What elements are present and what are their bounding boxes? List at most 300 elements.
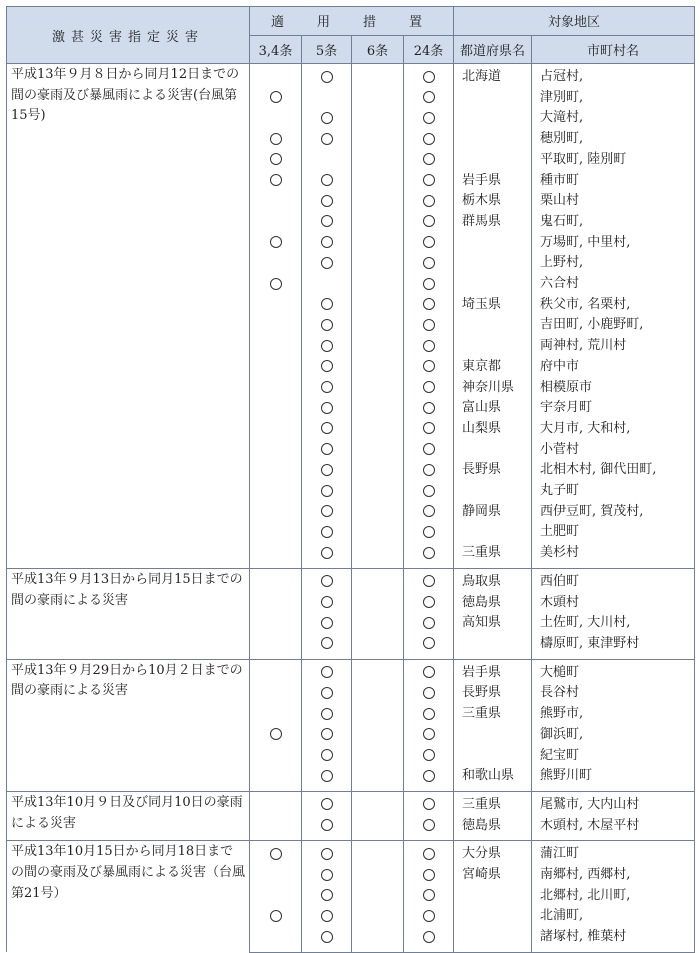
applied-mark-icon (321, 381, 333, 393)
measure-cell (404, 502, 454, 523)
prefecture-cell (454, 906, 532, 927)
prefecture-cell (454, 440, 532, 461)
measure-cell (302, 613, 352, 634)
measure-cell (352, 725, 404, 746)
applied-mark-icon (321, 464, 333, 476)
measure-cell (250, 315, 302, 336)
municipality-cell: 熊野川町 (532, 766, 695, 791)
header-area: 対象地区 (454, 7, 695, 36)
prefecture-cell: 岩手県 (454, 171, 532, 192)
applied-mark-icon (321, 798, 333, 810)
prefecture-cell (454, 233, 532, 254)
prefecture-cell: 栃木県 (454, 191, 532, 212)
measure-cell (352, 791, 404, 815)
applied-mark-icon (423, 526, 435, 538)
applied-mark-icon (321, 298, 333, 310)
applied-mark-icon (423, 819, 435, 831)
applied-mark-icon (423, 112, 435, 124)
applied-mark-icon (423, 340, 435, 352)
applied-mark-icon (423, 505, 435, 517)
measure-cell (352, 129, 404, 150)
applied-mark-icon (423, 174, 435, 186)
prefecture-cell: 群馬県 (454, 212, 532, 233)
municipality-cell: 上野村, (532, 253, 695, 274)
municipality-cell: 府中市 (532, 357, 695, 378)
applied-mark-icon (423, 236, 435, 248)
applied-mark-icon (321, 340, 333, 352)
municipality-cell: 種市町 (532, 171, 695, 192)
measure-cell (250, 634, 302, 659)
municipality-cell: 御浜町, (532, 725, 695, 746)
measure-cell (250, 841, 302, 865)
applied-mark-icon (321, 637, 333, 649)
applied-mark-icon (321, 666, 333, 678)
measure-cell (404, 64, 454, 88)
measure-cell (250, 816, 302, 841)
applied-mark-icon (321, 236, 333, 248)
measure-cell (302, 64, 352, 88)
prefecture-cell (454, 725, 532, 746)
measure-cell (404, 704, 454, 725)
measure-cell (302, 746, 352, 767)
disaster-description: 平成13年９月８日から同月12日までの間の豪雨及び暴風雨による災害(台風第15号) (7, 64, 250, 569)
measure-cell (352, 927, 404, 952)
applied-mark-icon (423, 889, 435, 901)
municipality-cell: 大槌町 (532, 659, 695, 683)
measure-cell (404, 725, 454, 746)
municipality-cell: 北相木村, 御代田町, (532, 460, 695, 481)
municipality-cell: 熊野市, (532, 704, 695, 725)
prefecture-cell: 北海道 (454, 64, 532, 88)
measure-cell (352, 704, 404, 725)
measure-cell (250, 659, 302, 683)
measure-cell (352, 865, 404, 886)
applied-mark-icon (321, 319, 333, 331)
measure-cell (404, 543, 454, 568)
measure-cell (302, 634, 352, 659)
applied-mark-icon (423, 360, 435, 372)
prefecture-cell (454, 481, 532, 502)
municipality-cell: 土佐町, 大川村, (532, 613, 695, 634)
prefecture-cell (454, 336, 532, 357)
measure-cell (352, 398, 404, 419)
municipality-cell: 美杉村 (532, 543, 695, 568)
measure-cell (352, 253, 404, 274)
applied-mark-icon (321, 195, 333, 207)
prefecture-cell: 鳥取県 (454, 568, 532, 592)
measure-cell (302, 460, 352, 481)
municipality-cell: 平取町, 陸別町 (532, 150, 695, 171)
applied-mark-icon (321, 505, 333, 517)
prefecture-cell: 三重県 (454, 543, 532, 568)
measure-cell (404, 791, 454, 815)
prefecture-cell: 和歌山県 (454, 766, 532, 791)
measure-cell (250, 502, 302, 523)
measure-cell (352, 378, 404, 399)
applied-mark-icon (423, 257, 435, 269)
table-row (7, 841, 695, 865)
measure-cell (404, 171, 454, 192)
applied-mark-icon (423, 687, 435, 699)
prefecture-cell (454, 315, 532, 336)
measure-cell (404, 88, 454, 109)
table-header (7, 7, 695, 64)
applied-mark-icon (423, 749, 435, 761)
municipality-cell: 栗山村 (532, 191, 695, 212)
measure-cell (302, 568, 352, 592)
municipality-cell: 津別町, (532, 88, 695, 109)
applied-mark-icon (321, 360, 333, 372)
measure-cell (250, 419, 302, 440)
measure-cell (352, 481, 404, 502)
header-disaster: 激甚災害指定災害 (7, 7, 250, 64)
measure-cell (352, 634, 404, 659)
measure-cell (352, 419, 404, 440)
prefecture-cell (454, 129, 532, 150)
measure-cell (250, 543, 302, 568)
municipality-cell: 諸塚村, 椎葉村 (532, 927, 695, 952)
measure-cell (352, 593, 404, 614)
applied-mark-icon (270, 174, 282, 186)
municipality-cell: 大月市, 大和村, (532, 419, 695, 440)
measure-cell (302, 315, 352, 336)
header-measures: 適 用 措 置 (250, 7, 454, 36)
measure-cell (352, 886, 404, 907)
applied-mark-icon (423, 133, 435, 145)
applied-mark-icon (321, 443, 333, 455)
municipality-cell: 大滝村, (532, 108, 695, 129)
prefecture-cell (454, 746, 532, 767)
municipality-cell: 南郷村, 西郷村, (532, 865, 695, 886)
measure-cell (250, 129, 302, 150)
measure-cell (250, 593, 302, 614)
applied-mark-icon (423, 298, 435, 310)
applied-mark-icon (423, 617, 435, 629)
measure-cell (404, 766, 454, 791)
measure-cell (250, 725, 302, 746)
municipality-cell: 万場町, 中里村, (532, 233, 695, 254)
applied-mark-icon (423, 278, 435, 290)
prefecture-cell (454, 108, 532, 129)
measure-cell (302, 704, 352, 725)
measure-cell (302, 378, 352, 399)
measure-cell (302, 659, 352, 683)
measure-cell (250, 481, 302, 502)
measure-cell (404, 886, 454, 907)
municipality-cell: 北浦町, (532, 906, 695, 927)
header-col-art24: 24条 (404, 35, 454, 64)
municipality-cell: 尾鷲市, 大内山村 (532, 791, 695, 815)
header-col-art6: 6条 (352, 35, 404, 64)
municipality-cell: 木頭村, 木屋平村 (532, 816, 695, 841)
header-municipality: 市町村名 (532, 35, 695, 64)
measure-cell (302, 522, 352, 543)
applied-mark-icon (321, 749, 333, 761)
applied-mark-icon (270, 236, 282, 248)
measure-cell (352, 502, 404, 523)
measure-cell (404, 108, 454, 129)
measure-cell (250, 191, 302, 212)
measure-cell (302, 253, 352, 274)
measure-cell (250, 683, 302, 704)
municipality-cell: 両神村, 荒川村 (532, 336, 695, 357)
measure-cell (250, 274, 302, 295)
measure-cell (404, 460, 454, 481)
applied-mark-icon (423, 153, 435, 165)
table-row (7, 791, 695, 815)
measure-cell (352, 613, 404, 634)
prefecture-cell (454, 522, 532, 543)
measure-cell (250, 440, 302, 461)
measure-cell (352, 841, 404, 865)
measure-cell (302, 274, 352, 295)
measure-cell (250, 865, 302, 886)
measure-cell (250, 378, 302, 399)
applied-mark-icon (321, 215, 333, 227)
prefecture-cell: 長野県 (454, 460, 532, 481)
municipality-cell: 吉田町, 小鹿野町, (532, 315, 695, 336)
applied-mark-icon (321, 617, 333, 629)
measure-cell (250, 295, 302, 316)
applied-mark-icon (321, 133, 333, 145)
measure-cell (302, 171, 352, 192)
applied-mark-icon (423, 485, 435, 497)
applied-mark-icon (423, 381, 435, 393)
measure-cell (302, 725, 352, 746)
prefecture-cell: 岩手県 (454, 659, 532, 683)
municipality-cell: 紀宝町 (532, 746, 695, 767)
measure-cell (404, 440, 454, 461)
prefecture-cell (454, 274, 532, 295)
prefecture-cell (454, 886, 532, 907)
prefecture-cell: 埼玉県 (454, 295, 532, 316)
measure-cell (352, 568, 404, 592)
applied-mark-icon (423, 596, 435, 608)
measure-cell (352, 64, 404, 88)
municipality-cell: 北郷村, 北川町, (532, 886, 695, 907)
measure-cell (352, 108, 404, 129)
measure-cell (404, 927, 454, 952)
applied-mark-icon (270, 848, 282, 860)
measure-cell (250, 336, 302, 357)
municipality-cell: 蒲江町 (532, 841, 695, 865)
measure-cell (404, 593, 454, 614)
applied-mark-icon (270, 278, 282, 290)
applied-mark-icon (423, 195, 435, 207)
measure-cell (250, 253, 302, 274)
prefecture-cell: 静岡県 (454, 502, 532, 523)
applied-mark-icon (270, 910, 282, 922)
applied-mark-icon (423, 319, 435, 331)
applied-mark-icon (321, 770, 333, 782)
measure-cell (352, 440, 404, 461)
prefecture-cell: 大分県 (454, 841, 532, 865)
measure-cell (352, 212, 404, 233)
measure-cell (404, 129, 454, 150)
applied-mark-icon (321, 596, 333, 608)
prefecture-cell: 三重県 (454, 791, 532, 815)
applied-mark-icon (321, 422, 333, 434)
disaster-description: 平成13年９月29日から10月２日までの間の豪雨による災害 (7, 659, 250, 791)
measure-cell (302, 791, 352, 815)
measure-cell (352, 274, 404, 295)
municipality-cell: 西伯町 (532, 568, 695, 592)
measure-cell (352, 295, 404, 316)
municipality-cell: 長谷村 (532, 683, 695, 704)
measure-cell (404, 295, 454, 316)
applied-mark-icon (321, 402, 333, 414)
measure-cell (302, 906, 352, 927)
measure-cell (352, 191, 404, 212)
header-col-art5: 5条 (302, 35, 352, 64)
measure-cell (404, 150, 454, 171)
measure-cell (404, 357, 454, 378)
measure-cell (302, 927, 352, 952)
measure-cell (404, 841, 454, 865)
municipality-cell: 木頭村 (532, 593, 695, 614)
measure-cell (250, 906, 302, 927)
header-prefecture: 都道府県名 (454, 35, 532, 64)
table-body (7, 64, 695, 953)
applied-mark-icon (423, 464, 435, 476)
applied-mark-icon (423, 91, 435, 103)
measure-cell (352, 766, 404, 791)
measure-cell (302, 295, 352, 316)
disaster-designation-table-sheet (6, 6, 694, 953)
measure-cell (404, 906, 454, 927)
measure-cell (404, 336, 454, 357)
measure-cell (302, 357, 352, 378)
municipality-cell: 丸子町 (532, 481, 695, 502)
measure-cell (352, 522, 404, 543)
measure-cell (250, 88, 302, 109)
applied-mark-icon (321, 112, 333, 124)
measure-cell (352, 543, 404, 568)
measure-cell (250, 568, 302, 592)
applied-mark-icon (423, 666, 435, 678)
measure-cell (404, 419, 454, 440)
applied-mark-icon (423, 71, 435, 83)
applied-mark-icon (423, 869, 435, 881)
municipality-cell: 檮原町, 東津野村 (532, 634, 695, 659)
applied-mark-icon (270, 153, 282, 165)
applied-mark-icon (321, 687, 333, 699)
measure-cell (302, 191, 352, 212)
measure-cell (352, 357, 404, 378)
measure-cell (404, 613, 454, 634)
measure-cell (250, 150, 302, 171)
measure-cell (302, 108, 352, 129)
applied-mark-icon (270, 133, 282, 145)
measure-cell (302, 543, 352, 568)
measure-cell (250, 613, 302, 634)
prefecture-cell (454, 927, 532, 952)
applied-mark-icon (321, 485, 333, 497)
measure-cell (404, 746, 454, 767)
measure-cell (302, 865, 352, 886)
measure-cell (352, 88, 404, 109)
measure-cell (352, 906, 404, 927)
measure-cell (302, 440, 352, 461)
measure-cell (250, 704, 302, 725)
table-row (7, 64, 695, 88)
measure-cell (250, 64, 302, 88)
applied-mark-icon (321, 526, 333, 538)
applied-mark-icon (423, 575, 435, 587)
prefecture-cell: 富山県 (454, 398, 532, 419)
header-col-art34: 3,4条 (250, 35, 302, 64)
measure-cell (250, 357, 302, 378)
municipality-cell: 占冠村, (532, 64, 695, 88)
applied-mark-icon (423, 848, 435, 860)
measure-cell (302, 766, 352, 791)
measure-cell (352, 659, 404, 683)
table-row (7, 568, 695, 592)
measure-cell (404, 212, 454, 233)
measure-cell (302, 481, 352, 502)
municipality-cell: 相模原市 (532, 378, 695, 399)
municipality-cell: 六合村 (532, 274, 695, 295)
measure-cell (250, 171, 302, 192)
measure-cell (404, 522, 454, 543)
measure-cell (352, 460, 404, 481)
prefecture-cell (454, 88, 532, 109)
applied-mark-icon (321, 848, 333, 860)
measure-cell (302, 129, 352, 150)
prefecture-cell: 徳島県 (454, 816, 532, 841)
measure-cell (404, 634, 454, 659)
measure-cell (404, 315, 454, 336)
applied-mark-icon (423, 402, 435, 414)
measure-cell (302, 419, 352, 440)
applied-mark-icon (423, 708, 435, 720)
prefecture-cell: 神奈川県 (454, 378, 532, 399)
municipality-cell: 鬼石町, (532, 212, 695, 233)
applied-mark-icon (321, 547, 333, 559)
measure-cell (250, 522, 302, 543)
applied-mark-icon (423, 215, 435, 227)
prefecture-cell: 三重県 (454, 704, 532, 725)
measure-cell (404, 816, 454, 841)
measure-cell (302, 816, 352, 841)
measure-cell (250, 108, 302, 129)
measure-cell (302, 150, 352, 171)
measure-cell (352, 683, 404, 704)
measure-cell (302, 841, 352, 865)
disaster-description: 平成13年10月15日から同月18日までの間の豪雨及び暴風雨による災害（台風第21号） (7, 841, 250, 953)
prefecture-cell (454, 253, 532, 274)
disaster-description: 平成13年９月13日から同月15日までの間の豪雨による災害 (7, 568, 250, 659)
applied-mark-icon (423, 443, 435, 455)
measure-cell (302, 398, 352, 419)
measure-cell (302, 88, 352, 109)
applied-mark-icon (321, 910, 333, 922)
applied-mark-icon (321, 71, 333, 83)
measure-cell (302, 212, 352, 233)
measure-cell (250, 212, 302, 233)
measure-cell (302, 683, 352, 704)
applied-mark-icon (321, 819, 333, 831)
applied-mark-icon (270, 728, 282, 740)
measure-cell (404, 683, 454, 704)
applied-mark-icon (321, 257, 333, 269)
measure-cell (352, 336, 404, 357)
applied-mark-icon (321, 174, 333, 186)
table-row (7, 659, 695, 683)
measure-cell (250, 233, 302, 254)
applied-mark-icon (423, 728, 435, 740)
measure-cell (404, 274, 454, 295)
